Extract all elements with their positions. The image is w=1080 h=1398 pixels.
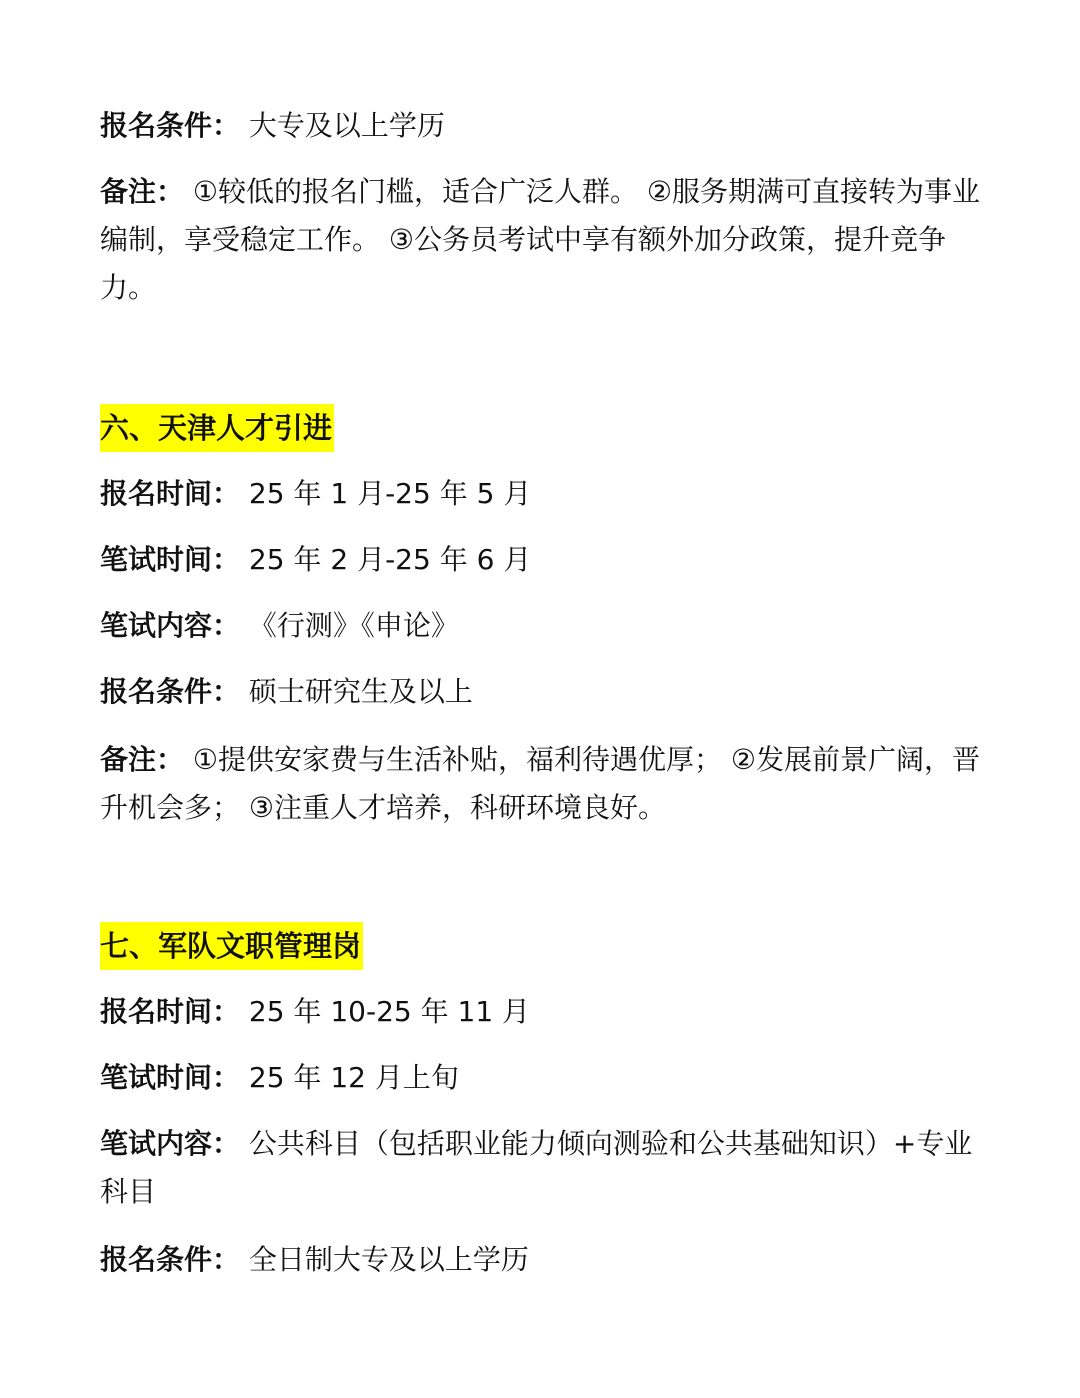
section7-requirement-value: 全日制大专及以上学历 (248, 1243, 529, 1276)
section7-exam-content-row (100, 1120, 990, 1216)
section7-exam-content-label: 笔试内容： (100, 1127, 241, 1160)
section7-exam-time-row (100, 1054, 990, 1102)
section7-requirement-row (100, 1236, 990, 1284)
section6-notes-label: 备注： (100, 743, 185, 776)
prev-notes-label: 备注： (100, 175, 185, 208)
prev-notes-value: ①较低的报名门槛，适合广泛人群。 ②服务期满可直接转为事业编制，享受稳定工作。 ③公务员考试中享有额外加分政策，提升竞争力。 (100, 175, 981, 304)
section6-requirement-label: 报名条件： (100, 675, 241, 708)
section6-requirement-row (100, 668, 990, 716)
section7-requirement-label: 报名条件： (100, 1243, 241, 1276)
prev-requirement-label: 报名条件： (100, 109, 241, 142)
section7-exam-content-value: 公共科目（包括职业能力倾向测验和公共基础知识）+专业科目 (100, 1127, 973, 1208)
section7-signup-time-label: 报名时间： (100, 995, 241, 1028)
section7-exam-time-value: 25 年 12 月上旬 (248, 1061, 459, 1094)
section7-signup-time-row (100, 988, 990, 1036)
section6-exam-time-row (100, 536, 990, 584)
prev-requirement-value: 大专及以上学历 (248, 109, 445, 142)
section6-signup-time-row (100, 470, 990, 518)
section6-exam-time-label: 笔试时间： (100, 543, 241, 576)
section7-exam-time-label: 笔试时间： (100, 1061, 241, 1094)
section6-signup-time-label: 报名时间： (100, 477, 241, 510)
section6-signup-time-value: 25 年 1 月-25 年 5 月 (248, 477, 532, 510)
section6-requirement-value: 硕士研究生及以上 (248, 675, 473, 708)
section6-exam-content-value: 《行测》《申论》 (248, 609, 459, 642)
section7-heading: 七、军队文职管理岗 (100, 922, 363, 970)
prev-notes-row (100, 168, 990, 312)
section6-exam-time-value: 25 年 2 月-25 年 6 月 (248, 543, 532, 576)
section6-exam-content-row (100, 602, 990, 650)
section7-signup-time-value: 25 年 10-25 年 11 月 (248, 995, 531, 1028)
section6-heading: 六、天津人才引进 (100, 404, 334, 452)
prev-requirement-row (100, 102, 990, 150)
section6-notes-value: ①提供安家费与生活补贴，福利待遇优厚； ②发展前景广阔，晋升机会多； ③注重人才培养，科研环境良好。 (100, 743, 981, 824)
section6-exam-content-label: 笔试内容： (100, 609, 241, 642)
section6-notes-row (100, 736, 990, 832)
